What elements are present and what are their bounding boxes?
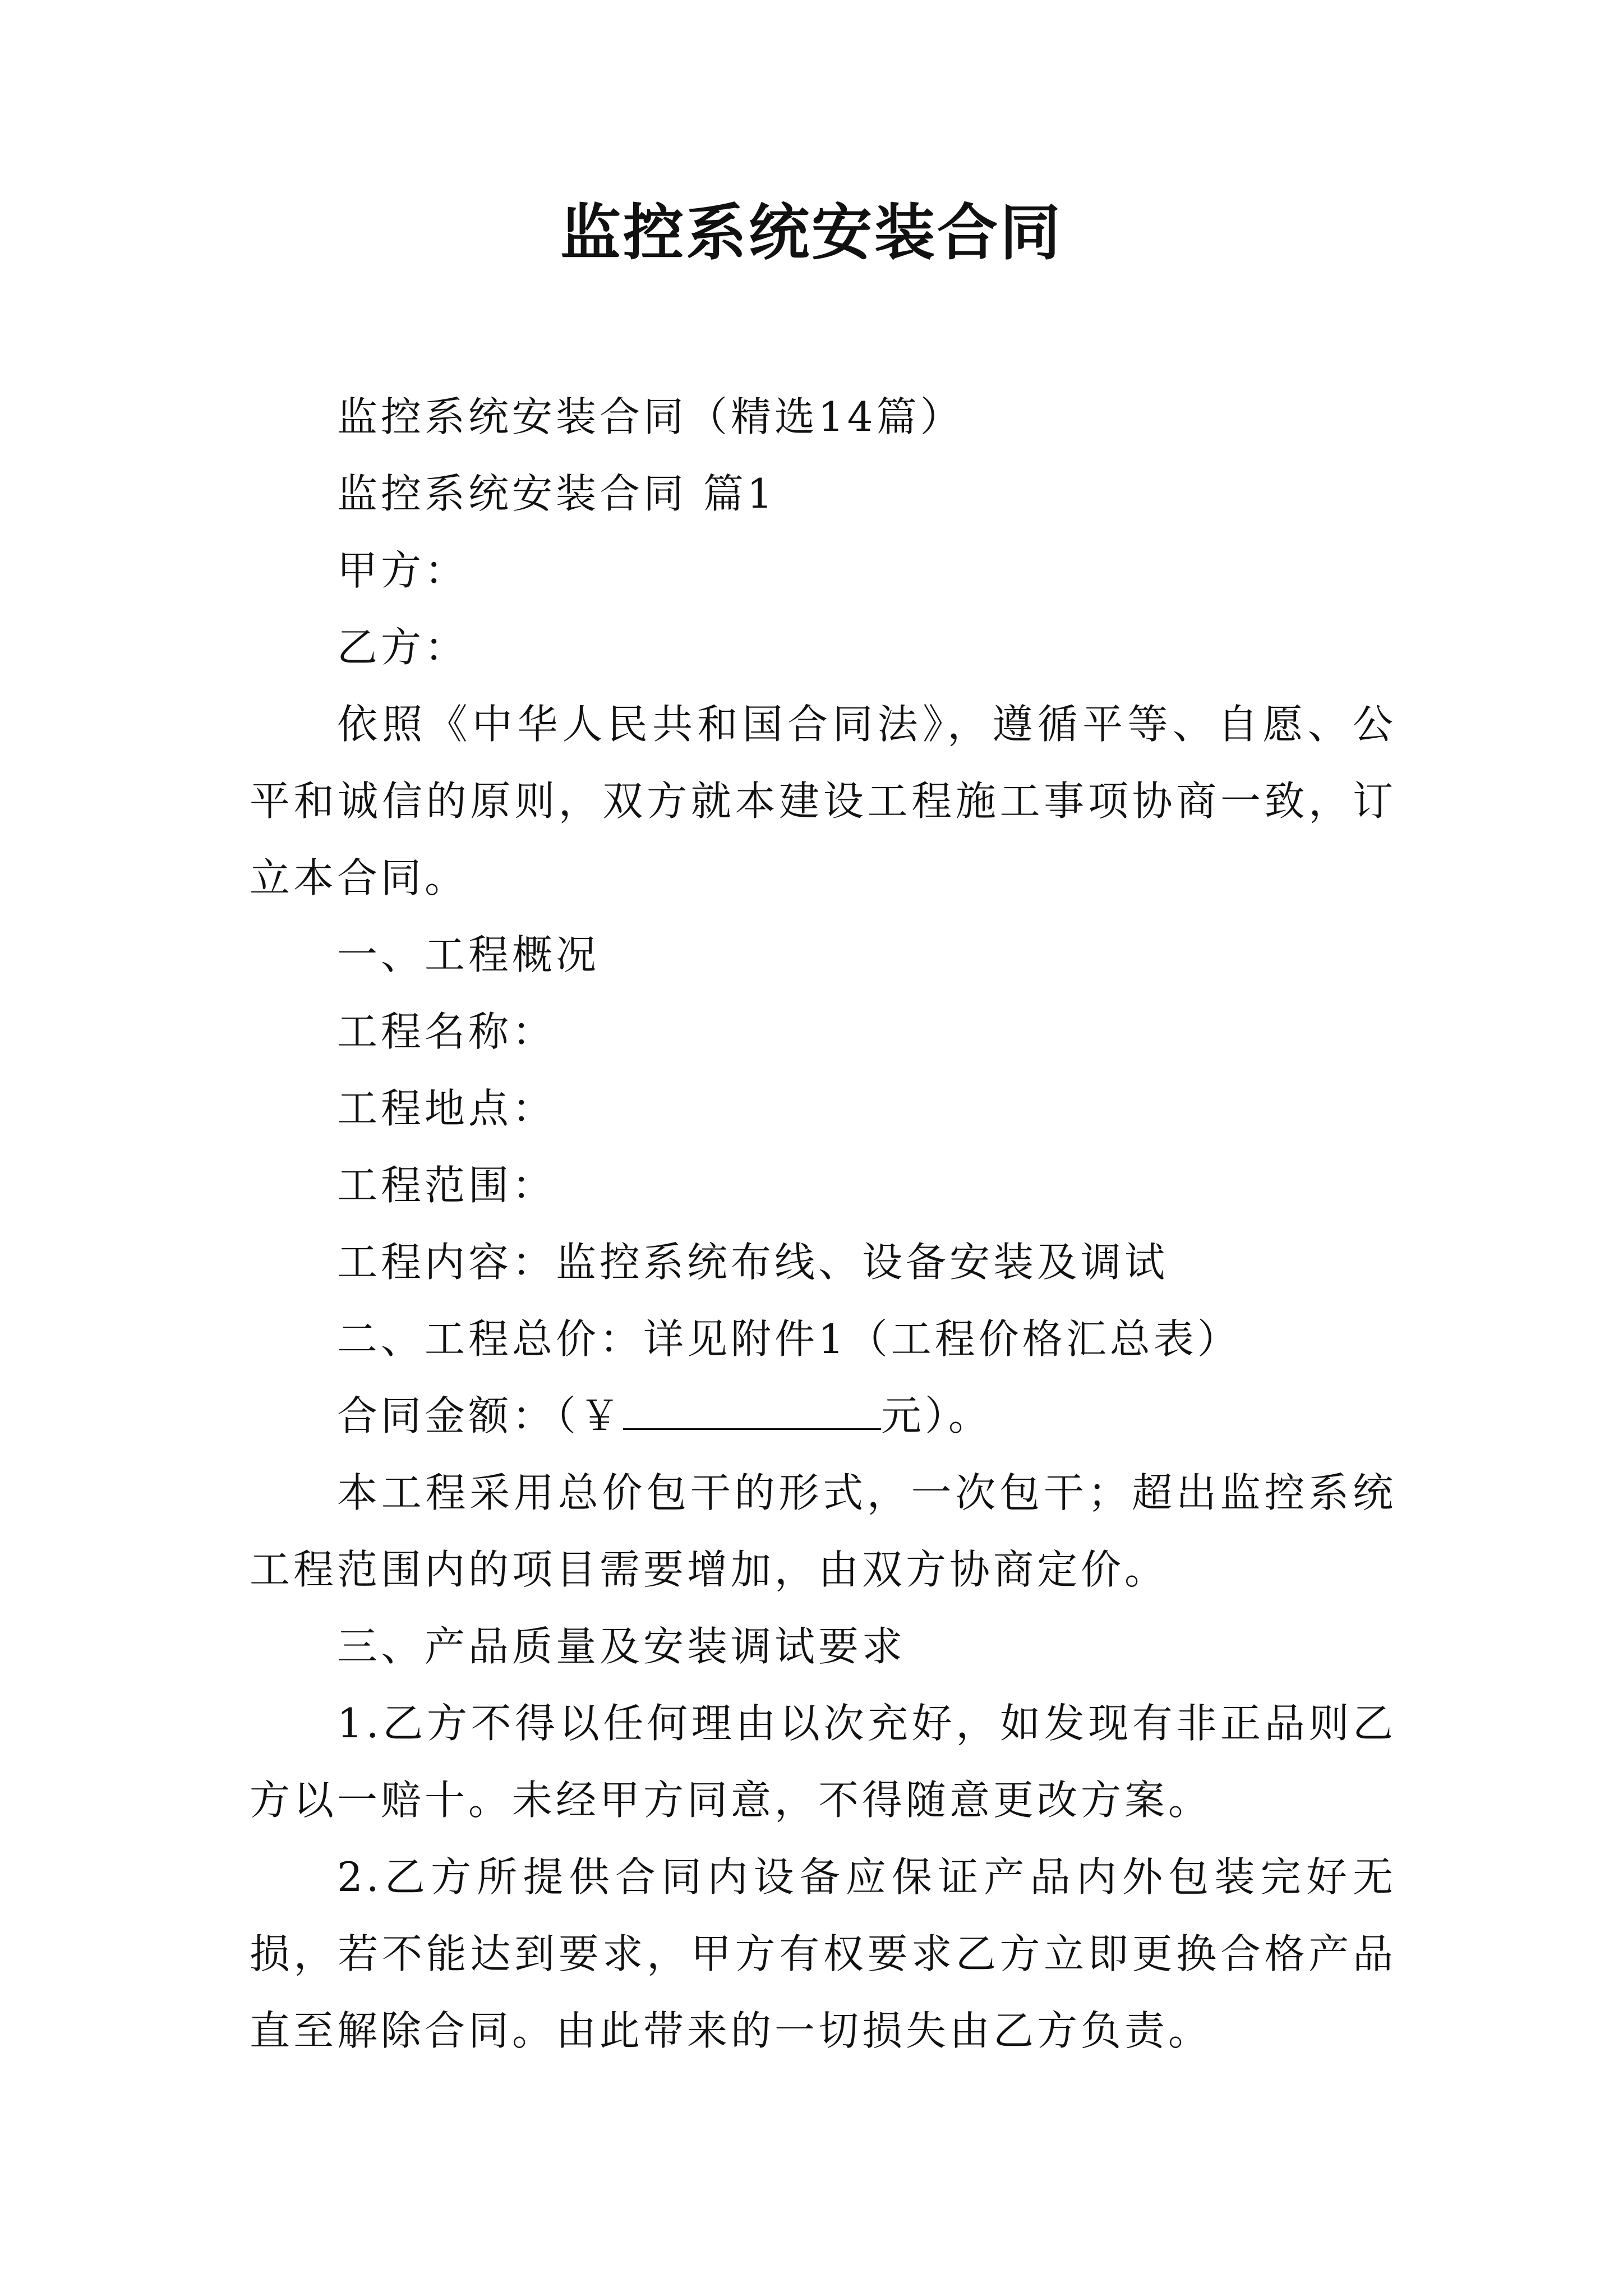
project-scope-line: 工程范围： <box>337 1162 556 1209</box>
clause-heading-3: 三、产品质量及安装调试要求 <box>337 1623 906 1670</box>
amount-blank <box>623 1395 881 1430</box>
document-body <box>250 379 1396 2069</box>
document-title: 监控系统安装合同 <box>560 197 1063 268</box>
section-heading: 监控系统安装合同 篇1 <box>337 470 776 517</box>
clause-heading-2: 二、工程总价：详见附件1（工程价格汇总表） <box>337 1315 1241 1363</box>
requirement-item-1: 1.乙方不得以任何理由以次充好，如发现有非正品则乙方以一赔十。未经甲方同意，不得随意更改方案。 <box>250 1700 1396 1824</box>
preamble-paragraph: 依照《中华人民共和国合同法》，遵循平等、自愿、公平和诚信的原则，双方就本建设工程施工事项协商一致，订立本合同。 <box>250 701 1396 901</box>
amount-prefix: 合同金额：（￥ <box>337 1392 624 1439</box>
party-b-line: 乙方： <box>337 624 469 671</box>
contract-amount-line <box>250 1378 1396 1455</box>
project-location-line: 工程地点： <box>337 1085 556 1132</box>
party-a-line: 甲方： <box>337 547 469 594</box>
pricing-paragraph: 本工程采用总价包干的形式，一次包干；超出监控系统工程范围内的项目需要增加，由双方协商定价。 <box>250 1469 1396 1593</box>
amount-suffix: 元）。 <box>881 1392 993 1439</box>
document-subtitle: 监控系统安装合同（精选14篇） <box>337 393 964 440</box>
project-name-line: 工程名称： <box>337 1008 556 1055</box>
project-content-line: 工程内容：监控系统布线、设备安装及调试 <box>337 1239 1169 1286</box>
requirement-item-2: 2.乙方所提供合同内设备应保证产品内外包装完好无损，若不能达到要求，甲方有权要求乙方立即更换合格产品直至解除合同。由此带来的一切损失由乙方负责。 <box>250 1853 1396 2054</box>
clause-heading-1: 一、工程概况 <box>337 931 600 978</box>
